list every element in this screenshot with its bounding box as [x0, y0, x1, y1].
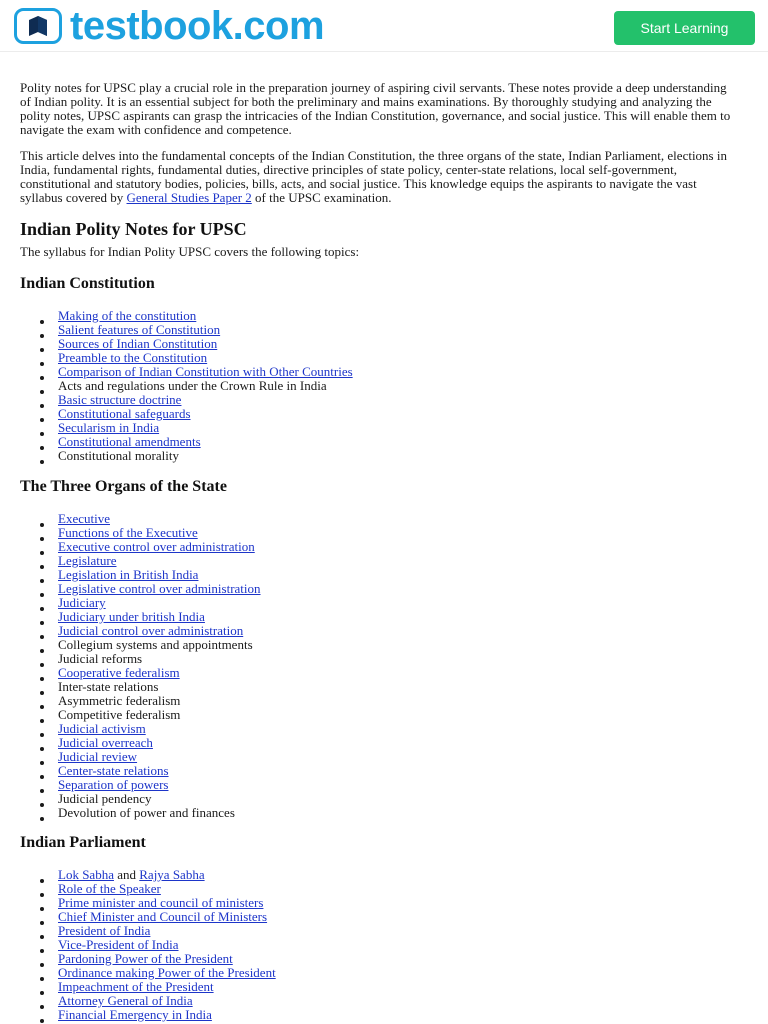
gs-paper-2-link[interactable]: General Studies Paper 2: [126, 190, 252, 205]
list-item: [58, 624, 740, 638]
topic-link[interactable]: Cooperative federalism: [58, 665, 180, 680]
list-item: [58, 638, 740, 652]
list-item: [58, 910, 740, 924]
section-three-organs: [20, 477, 740, 820]
topic-link[interactable]: Financial Emergency in India: [58, 1007, 212, 1022]
list-item: [58, 449, 740, 463]
topic-link[interactable]: Legislation in British India: [58, 567, 199, 582]
list-item: [58, 652, 740, 666]
list-item: [58, 540, 740, 554]
article-body: [0, 81, 740, 1022]
topic-link[interactable]: Salient features of Constitution: [58, 322, 221, 337]
list-item: [58, 435, 740, 449]
topic-link[interactable]: Preamble to the Constitution: [58, 350, 208, 365]
topic-link[interactable]: Judicial control over administration: [58, 623, 244, 638]
topic-link[interactable]: Attorney General of India: [58, 993, 193, 1008]
topic-link[interactable]: Rajya Sabha: [139, 867, 205, 882]
topic-link[interactable]: Basic structure doctrine: [58, 392, 182, 407]
topic-link[interactable]: President of India: [58, 923, 151, 938]
list-item: [58, 980, 740, 994]
section-heading: Indian Parliament: [20, 834, 146, 851]
topic-link[interactable]: Pardoning Power of the President: [58, 951, 233, 966]
topic-text: Judicial reforms: [58, 651, 143, 666]
list-item: [58, 365, 740, 379]
list-item: [58, 994, 740, 1008]
list-item: [58, 568, 740, 582]
list-item: [58, 736, 740, 750]
list-item: [58, 1008, 740, 1022]
topic-link[interactable]: Ordinance making Power of the President: [58, 965, 276, 980]
list-item: [58, 379, 740, 393]
topic-link[interactable]: Judiciary: [58, 595, 106, 610]
topic-link[interactable]: Secularism in India: [58, 420, 160, 435]
list-item: [58, 596, 740, 610]
list-item: [58, 512, 740, 526]
list-item: [58, 323, 740, 337]
site-logo[interactable]: [14, 4, 325, 48]
list-item: [58, 938, 740, 952]
topic-link[interactable]: Judicial activism: [58, 721, 146, 736]
list-item: [58, 309, 740, 323]
list-item: [58, 708, 740, 722]
topic-link[interactable]: Lok Sabha: [58, 867, 114, 882]
topic-link[interactable]: Comparison of Indian Constitution with Other Countries: [58, 364, 353, 379]
overview-text-end: of the UPSC examination.: [251, 190, 392, 205]
topic-link[interactable]: Constitutional safeguards: [58, 406, 191, 421]
topic-text: Acts and regulations under the Crown Rule in India: [58, 378, 327, 393]
topic-link[interactable]: Judiciary under british India: [58, 609, 205, 624]
topic-text: Judicial pendency: [58, 791, 152, 806]
topic-link[interactable]: Judicial review: [58, 749, 138, 764]
topic-link[interactable]: Separation of powers: [58, 777, 169, 792]
topic-text: Constitutional morality: [58, 448, 179, 463]
list-item: [58, 924, 740, 938]
topic-text: Collegium systems and appointments: [58, 637, 253, 652]
overview-text: This article delves into the fundamental concepts of the Indian Constitution, the three organs of the state, Indian Parliament, elections in India, fundamental rights, fundamental duties, directive principles of state policy, center-state relations, local self-government, constitutional and statutory bodies, policies, bills, acts, and social justice. This knowledge equips the aspirants to navigate the vast syllabus covered by: [20, 148, 727, 205]
topic-link[interactable]: Legislative control over administration: [58, 581, 261, 596]
topic-link[interactable]: Prime minister and council of ministers: [58, 895, 264, 910]
topic-link[interactable]: Center-state relations: [58, 763, 169, 778]
topic-link[interactable]: Vice-President of India: [58, 937, 179, 952]
list-item: [58, 882, 740, 896]
list-item: [58, 407, 740, 421]
section-indian-parliament: [20, 833, 740, 1022]
testbook-logo-icon: [14, 8, 62, 44]
topic-link[interactable]: Executive: [58, 511, 110, 526]
topic-text: Devolution of power and finances: [58, 805, 235, 820]
list-item: [58, 764, 740, 778]
topic-link[interactable]: Making of the constitution: [58, 308, 197, 323]
topic-text: Inter-state relations: [58, 679, 159, 694]
topic-link[interactable]: Role of the Speaker: [58, 881, 161, 896]
topic-link[interactable]: Impeachment of the President: [58, 979, 214, 994]
list-item: [58, 554, 740, 568]
list-item: [58, 351, 740, 365]
list-item: [58, 778, 740, 792]
site-header: [0, 0, 768, 52]
list-item: [58, 526, 740, 540]
section-heading: The Three Organs of the State: [20, 478, 227, 495]
list-item: [58, 337, 740, 351]
list-item: [58, 582, 740, 596]
topic-link[interactable]: Chief Minister and Council of Ministers: [58, 909, 268, 924]
topic-link[interactable]: Sources of Indian Constitution: [58, 336, 218, 351]
list-item: [58, 680, 740, 694]
list-item: [58, 421, 740, 435]
list-item: [58, 806, 740, 820]
section-indian-constitution: [20, 274, 740, 463]
list-item: [58, 966, 740, 980]
list-item: [58, 868, 740, 882]
section-heading: Indian Constitution: [20, 275, 155, 292]
list-item: [58, 896, 740, 910]
list-item: [58, 393, 740, 407]
syllabus-intro: The syllabus for Indian Polity UPSC covers the following topics:: [20, 244, 360, 259]
topic-link[interactable]: Constitutional amendments: [58, 434, 201, 449]
list-item: [58, 610, 740, 624]
topic-list: [20, 512, 740, 820]
overview-paragraph: [20, 149, 740, 205]
topic-list: [20, 868, 740, 1022]
logo-wordmark: testbook.com: [70, 4, 325, 48]
list-item: [58, 952, 740, 966]
list-item: [58, 722, 740, 736]
list-item: [58, 792, 740, 806]
start-learning-button[interactable]: Start Learning: [614, 11, 755, 45]
topic-link[interactable]: Judicial overreach: [58, 735, 153, 750]
list-item: [58, 750, 740, 764]
topic-link[interactable]: Executive control over administration: [58, 539, 255, 554]
topic-link[interactable]: Legislature: [58, 553, 117, 568]
article-title: Indian Polity Notes for UPSC: [20, 219, 247, 239]
topic-text: Asymmetric federalism: [58, 693, 181, 708]
list-item: [58, 694, 740, 708]
topic-text: Competitive federalism: [58, 707, 181, 722]
topic-text: and: [113, 867, 140, 882]
topic-list: [20, 309, 740, 463]
list-item: [58, 666, 740, 680]
intro-paragraph: Polity notes for UPSC play a crucial role in the preparation journey of aspiring civil servants. These notes provide a deep understanding of Indian polity. It is an essential subject for both the preliminary and mains examinations. By thoroughly studying and analyzing the polity notes, UPSC aspirants can grasp the intricacies of the Indian Constitution, governance, and social justice. This will enable them to navigate the exam with confidence and competence.: [20, 80, 731, 137]
topic-link[interactable]: Functions of the Executive: [58, 525, 198, 540]
